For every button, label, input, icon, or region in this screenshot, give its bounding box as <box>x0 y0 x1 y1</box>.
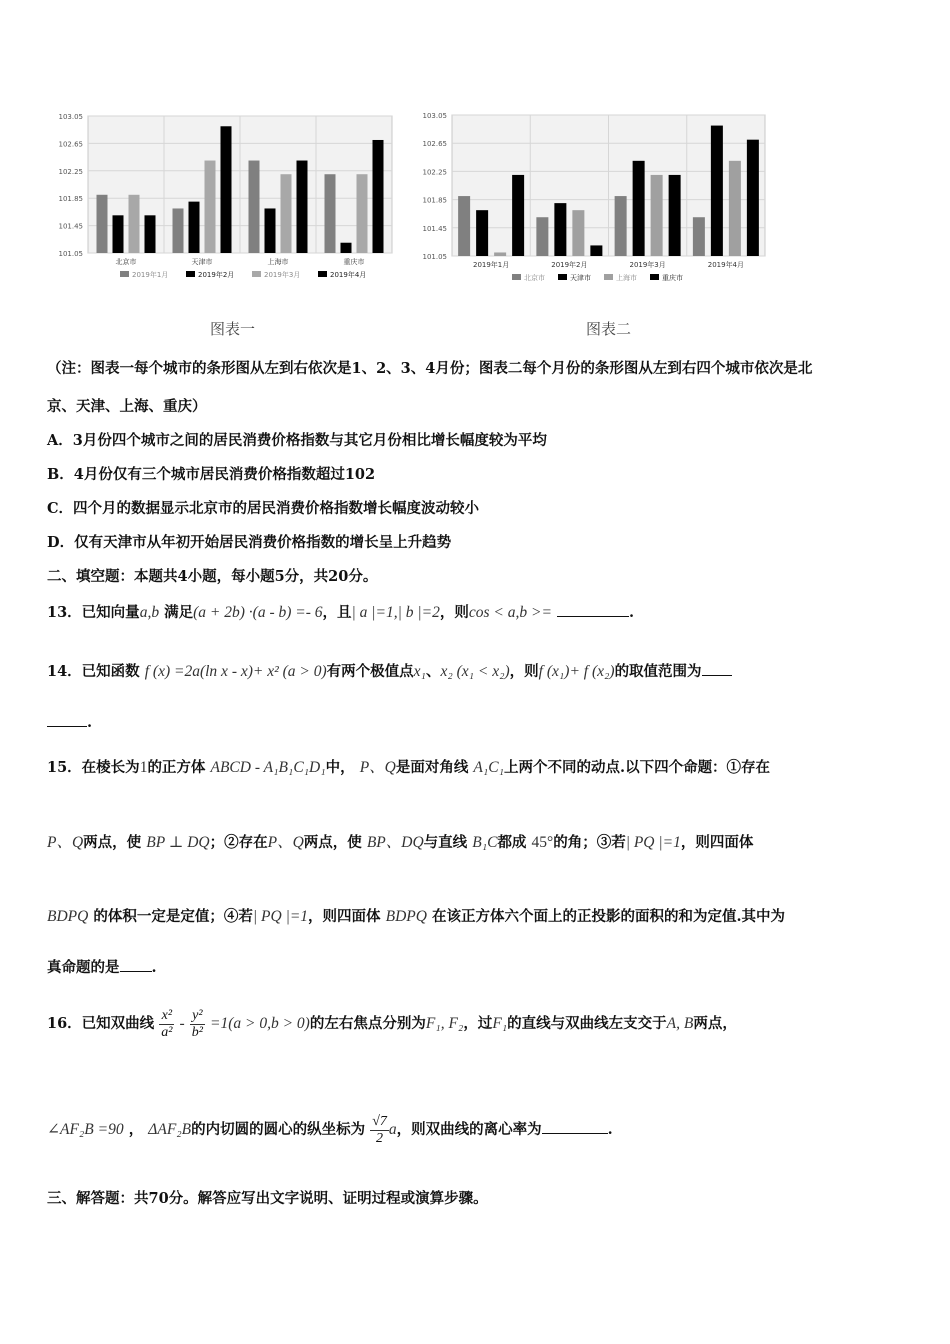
q15-text: 都成 <box>497 834 527 851</box>
legend-label: 北京市 <box>524 274 545 282</box>
q15-text: ，则四面体 <box>680 834 754 851</box>
legend-label: 2019年3月 <box>264 271 301 279</box>
bar <box>536 217 548 256</box>
legend-label: 2019年4月 <box>330 271 367 279</box>
x-tick-label: 上海市 <box>267 258 289 266</box>
bar <box>145 215 156 253</box>
fraction-den: b² <box>191 1024 203 1040</box>
legend-label: 天津市 <box>570 274 591 282</box>
q16-text: 的内切圆的圆心的纵坐标为 <box>191 1121 366 1138</box>
q15-math: | PQ |=1 <box>252 908 309 925</box>
chart-1-caption: 图表一 <box>210 320 256 338</box>
q16-math: a <box>388 1121 397 1138</box>
section-2-heading: 二、填空题：本题共4小题，每小题5分，共20分。 <box>47 568 378 585</box>
legend-label: 2019年1月 <box>132 271 169 279</box>
x-tick-label: 2019年4月 <box>707 261 745 269</box>
question-16-line-2 <box>47 1110 910 1150</box>
bar <box>633 161 645 256</box>
q16-math: ∠AF₂B =90 <box>47 1121 124 1138</box>
note-line-1: （注：图表一每个城市的条形图从左到右依次是1、2、3、4月份；图表二每个月份的条形图从左到右四个城市依次是北 <box>47 360 813 377</box>
q14-math: f (x₁)+ f (x₂) <box>538 663 615 680</box>
q15-math: BDPQ <box>385 908 427 925</box>
q14-text: 14．已知函数 <box>47 663 140 680</box>
answer-blank <box>557 616 629 617</box>
fraction-den: 2 <box>376 1130 384 1146</box>
q16-text: 两点， <box>693 1015 737 1032</box>
bar <box>325 174 336 253</box>
bar <box>113 215 124 253</box>
q15-text: 两点，使 <box>303 834 362 851</box>
q15-math: P、Q <box>47 834 84 851</box>
y-tick-label: 103.05 <box>58 113 83 121</box>
note-line-2: 京、天津、上海、重庆） <box>47 398 207 415</box>
q15-text: 中， <box>325 759 355 776</box>
bar <box>747 140 759 256</box>
x-tick-label: 2019年2月 <box>551 261 588 269</box>
q13-text: ，且 <box>322 604 352 621</box>
legend-label: 2019年2月 <box>198 271 235 279</box>
q15-math: P、Q <box>267 834 304 851</box>
legend-swatch <box>512 274 521 280</box>
q15-text: 是面对角线 <box>395 759 469 776</box>
legend-swatch <box>604 274 613 280</box>
legend-swatch <box>120 271 129 277</box>
y-tick-label: 101.05 <box>58 250 83 258</box>
q16-text: . <box>607 1121 613 1138</box>
y-tick-label: 101.85 <box>422 196 447 205</box>
y-tick-label: 102.65 <box>422 140 447 149</box>
q14-text: 的取值范围为 <box>614 663 702 680</box>
option-a: A．3月份四个城市之间的居民消费价格指数与其它月份相比增长幅度较为平均 <box>47 432 547 449</box>
y-tick-label: 101.45 <box>58 222 83 231</box>
bar <box>249 161 260 253</box>
q15-text: 上两个不同的动点.以下四个命题：①存在 <box>504 759 771 776</box>
bar <box>265 208 276 253</box>
y-tick-label: 102.65 <box>58 140 83 149</box>
legend-swatch <box>650 274 659 280</box>
y-tick-label: 101.45 <box>422 224 447 233</box>
bar <box>729 161 741 256</box>
answer-blank <box>47 726 87 727</box>
q15-math: BP ⊥ DQ <box>146 834 210 851</box>
q16-text: ，过 <box>463 1015 493 1032</box>
legend-swatch <box>186 271 195 277</box>
x-tick-label: 天津市 <box>191 258 213 266</box>
bar <box>669 175 681 256</box>
bar <box>572 210 584 256</box>
bar <box>281 174 292 253</box>
q14-text: 有两个极值点 <box>326 663 414 680</box>
bar <box>615 196 627 256</box>
q15-math: | PQ |=1 <box>625 834 681 851</box>
y-tick-label: 101.05 <box>422 253 447 261</box>
q13-math: cos < a,b >= <box>468 604 552 621</box>
q14-text: 、 <box>425 663 441 680</box>
q15-text: 真命题的是 <box>47 959 120 976</box>
q16-math: - <box>179 1015 185 1032</box>
answer-blank <box>120 971 152 972</box>
bar <box>189 202 200 253</box>
bar <box>693 217 705 256</box>
bar <box>297 161 308 253</box>
question-14 <box>47 661 910 683</box>
bar <box>205 161 216 253</box>
y-tick-label: 101.85 <box>58 195 83 204</box>
bar <box>357 174 368 253</box>
x-tick-label: 2019年1月 <box>472 261 510 269</box>
q15-text: ；②存在 <box>209 834 268 851</box>
q13-text: ，则 <box>439 604 469 621</box>
option-b: B．4月份仅有三个城市居民消费价格指数超过102 <box>47 466 376 483</box>
q16-math: ΔAF₂B <box>148 1121 192 1138</box>
legend-swatch <box>558 274 567 280</box>
question-15-line-2 <box>47 832 910 854</box>
question-15-line-4 <box>47 957 910 979</box>
q15-math: A₁C₁ <box>473 759 505 776</box>
chart-2 <box>412 108 772 292</box>
q14-math: f (x) =2a(ln x - x)+ x² (a > 0) <box>144 663 327 680</box>
q16-math: F₁ <box>492 1015 508 1032</box>
q16-math: A, B <box>666 1015 694 1032</box>
question-15 <box>47 757 910 779</box>
q14-math: x₁ <box>413 663 426 680</box>
q15-text: 与直线 <box>423 834 468 851</box>
answer-blank <box>702 675 732 676</box>
q16-text: ， <box>128 1121 144 1138</box>
chart-1 <box>50 108 400 292</box>
q13-text: . <box>628 604 635 621</box>
q15-math: ABCD - A₁B₁C₁D₁ <box>210 759 326 776</box>
x-tick-label: 2019年3月 <box>629 261 666 269</box>
q16-math: =1(a > 0,b > 0) <box>210 1015 310 1032</box>
chart-2-svg <box>412 108 772 288</box>
q14-text: ，则 <box>509 663 539 680</box>
bar <box>173 208 184 253</box>
x-tick-label: 重庆市 <box>343 258 365 266</box>
q16-text: ，则双曲线的离心率为 <box>396 1121 542 1138</box>
fraction-y <box>190 1008 205 1041</box>
bar <box>458 196 470 256</box>
q15-math: BDPQ <box>47 908 89 925</box>
y-tick-label: 102.25 <box>58 167 83 176</box>
section-3-heading: 三、解答题：共70分。解答应写出文字说明、证明过程或演算步骤。 <box>47 1190 488 1207</box>
q15-math: 1 <box>139 759 148 776</box>
q13-math: | a |=1,| b |=2 <box>351 604 440 621</box>
fraction-sqrt7 <box>370 1114 389 1147</box>
q15-text: . <box>151 959 157 976</box>
q15-text: 两点，使 <box>83 834 142 851</box>
q15-math: BP、DQ <box>366 834 424 851</box>
bar <box>651 175 663 256</box>
q13-text: 13．已知向量 <box>47 604 140 621</box>
option-c: C．四个月的数据显示北京市的居民消费价格指数增长幅度波动较小 <box>47 500 480 517</box>
q15-text: 15．在棱长为 <box>47 759 140 776</box>
fraction-den: a² <box>161 1024 173 1040</box>
legend-label: 重庆市 <box>662 274 683 282</box>
chart-2-caption: 图表二 <box>586 320 632 338</box>
bar <box>554 203 566 256</box>
legend-swatch <box>252 271 261 277</box>
bar <box>590 245 602 256</box>
y-tick-label: 103.05 <box>422 112 447 120</box>
chart-1-svg <box>50 108 400 288</box>
fraction-x <box>159 1008 174 1041</box>
question-14-cont <box>47 712 910 734</box>
q16-text: 的直线与双曲线左支交于 <box>507 1015 667 1032</box>
q15-text: 的体积一定是定值；④若 <box>93 908 253 925</box>
bar <box>512 175 524 256</box>
q13-math: (a + 2b) ·(a - b) =- 6 <box>193 604 323 621</box>
bar <box>129 195 140 253</box>
q15-text: 的角；③若 <box>553 834 626 851</box>
legend-label: 上海市 <box>616 274 637 282</box>
bar <box>341 243 352 253</box>
question-16 <box>47 1006 910 1042</box>
question-13 <box>47 602 910 624</box>
q15-math: B₁C <box>472 834 498 851</box>
q13-text: 满足 <box>164 604 194 621</box>
option-d: D．仅有天津市从年初开始居民消费价格指数的增长呈上升趋势 <box>47 534 452 551</box>
q16-math: F₁, F₂ <box>425 1015 464 1032</box>
fraction-num: x² <box>159 1008 174 1025</box>
bar <box>221 126 232 253</box>
q14-math: x₂ (x₁ < x₂) <box>440 663 510 680</box>
q15-text: 的正方体 <box>147 759 206 776</box>
bar <box>476 210 488 256</box>
bar <box>97 195 108 253</box>
q15-text: 在该正方体六个面上的正投影的面积的和为定值.其中为 <box>432 908 786 925</box>
x-tick-label: 北京市 <box>115 258 137 266</box>
q16-text: 的左右焦点分别为 <box>309 1015 426 1032</box>
question-15-line-3 <box>47 906 910 928</box>
bar <box>373 140 384 253</box>
fraction-num: √7 <box>372 1113 387 1129</box>
q16-text: 16．已知双曲线 <box>47 1015 155 1032</box>
q15-text: ，则四面体 <box>308 908 381 925</box>
y-tick-label: 102.25 <box>422 168 447 177</box>
q15-math: P、Q <box>359 759 396 776</box>
bar <box>711 126 723 256</box>
q13-math: a,b <box>139 604 160 621</box>
legend-swatch <box>318 271 327 277</box>
q14-text: . <box>87 714 93 731</box>
q15-math: 45° <box>531 834 554 851</box>
bar <box>494 252 506 256</box>
answer-blank <box>542 1133 608 1134</box>
fraction-num: y² <box>190 1008 205 1025</box>
